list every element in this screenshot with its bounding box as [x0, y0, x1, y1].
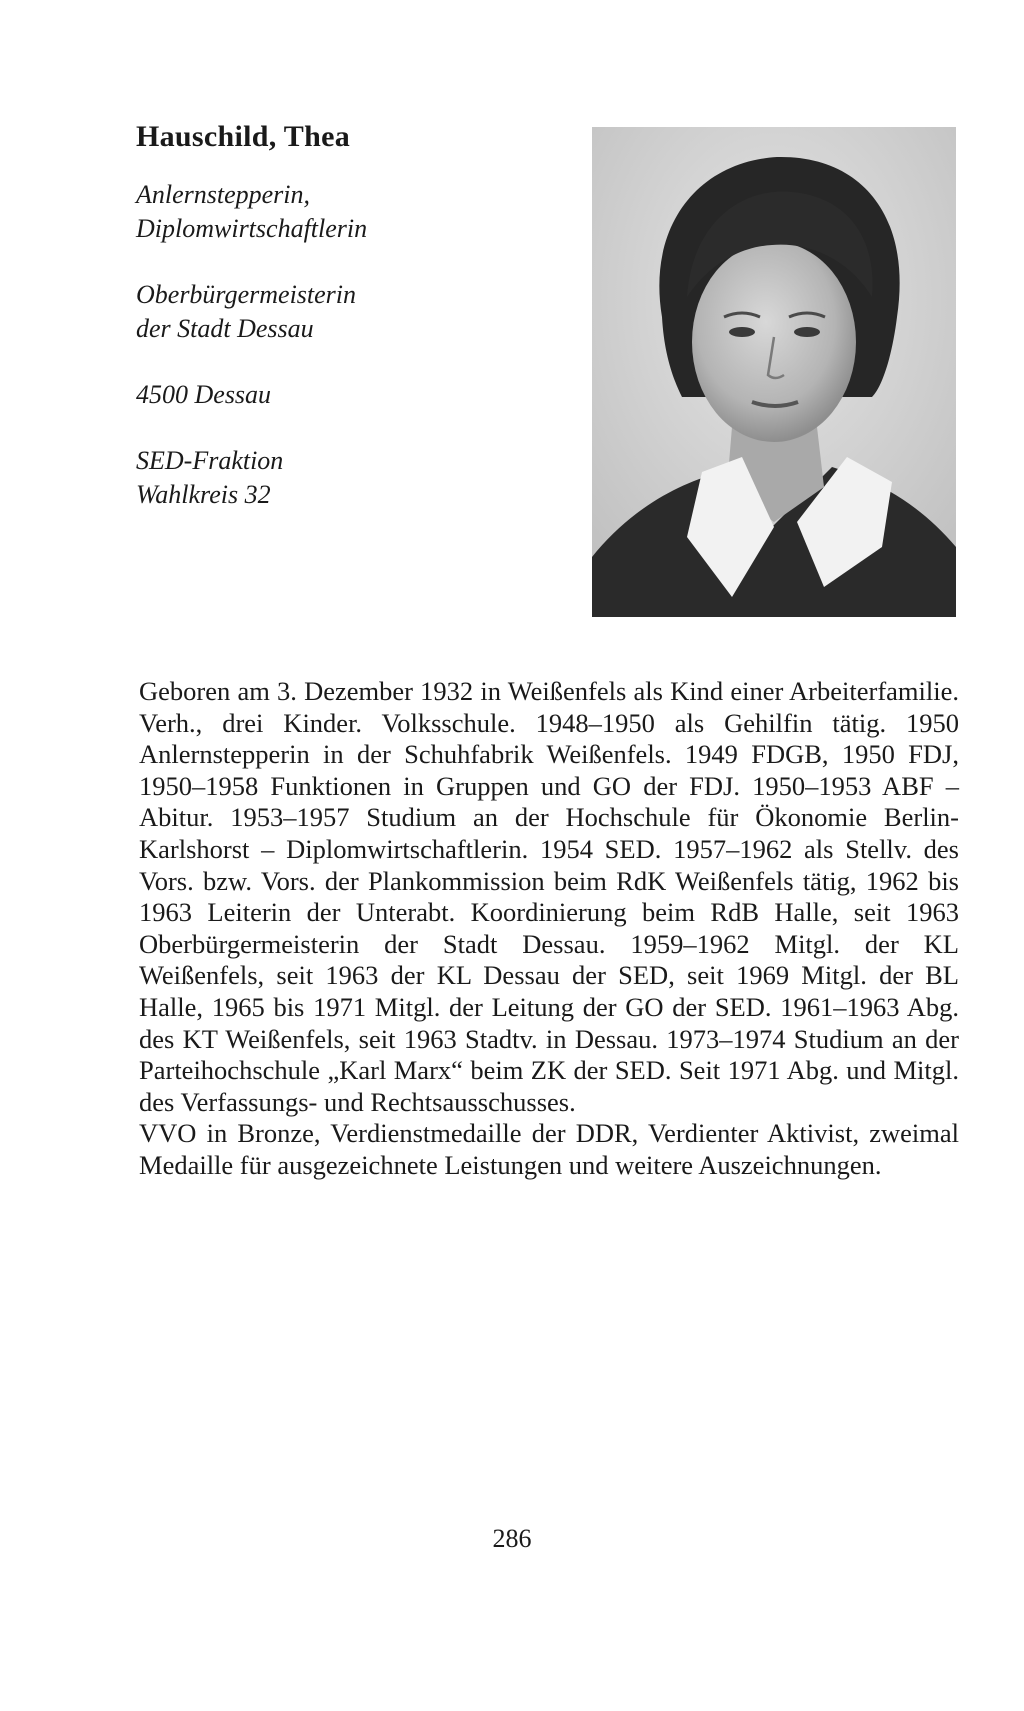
faction-line: Wahlkreis 32 — [136, 480, 271, 509]
profession-line: Diplomwirtschaftlerin — [136, 214, 368, 243]
biography-text: Geboren am 3. Dezember 1932 in Weißenfels als Kind einer Arbeiterfamilie. Verh., drei Kinder. Volksschule. 1948–1950 als Gehilfin tätig. 1950 Anlernstepperin in der Schuhfabrik Weißenfels. 1949 FDGB, 1950 FDJ, 1950–1958 Funktionen in Gruppen und GO der FDJ. 1950–1953 ABF – Abitur. 1953–1957 Studium an der Hochschule für Ökonomie Berlin-Karlshorst – Diplomwirtschaftlerin. 1954 SED. 1957–1962 als Stellv. des Vors. bzw. Vors. der Plankommission beim RdK Weißenfels tätig, 1962 bis 1963 Leiterin der Unterabt. Koordinierung beim RdB Halle, seit 1963 Oberbürgermeisterin der Stadt Dessau. 1959–1962 Mitgl. der KL Weißenfels, seit 1963 der KL Dessau der SED, seit 1969 Mitgl. der BL Halle, 1965 bis 1971 Mitgl. der Leitung der GO der SED. 1961–1963 Abg. des KT Weißenfels, seit 1963 Stadtv. in Dessau. 1973–1974 Studium an der Parteihochschule „Karl Marx“ beim ZK der SED. Seit 1971 Abg. und Mitgl. des Verfassungs- und Rechtsausschusses. — [139, 676, 959, 1117]
faction-line: SED-Fraktion — [136, 446, 284, 475]
position — [136, 278, 566, 346]
awards-text: VVO in Bronze, Verdienstmedaille der DDR, Verdienter Aktivist, zweimal Medaille für ausgezeichnete Leistungen und weitere Auszeichnungen. — [139, 1118, 959, 1180]
portrait-photo — [592, 127, 956, 617]
entry-details — [136, 178, 566, 544]
profession-line: Anlernstepperin, — [136, 180, 311, 209]
address-line: 4500 Dessau — [136, 380, 272, 409]
profession — [136, 178, 566, 246]
entry-name: Hauschild, Thea — [136, 120, 351, 153]
position-line: Oberbürgermeisterin — [136, 280, 357, 309]
position-line: der Stadt Dessau — [136, 314, 314, 343]
address — [136, 378, 566, 412]
faction — [136, 444, 566, 512]
biography-section — [139, 676, 959, 1182]
page-number: 286 — [492, 1524, 532, 1553]
